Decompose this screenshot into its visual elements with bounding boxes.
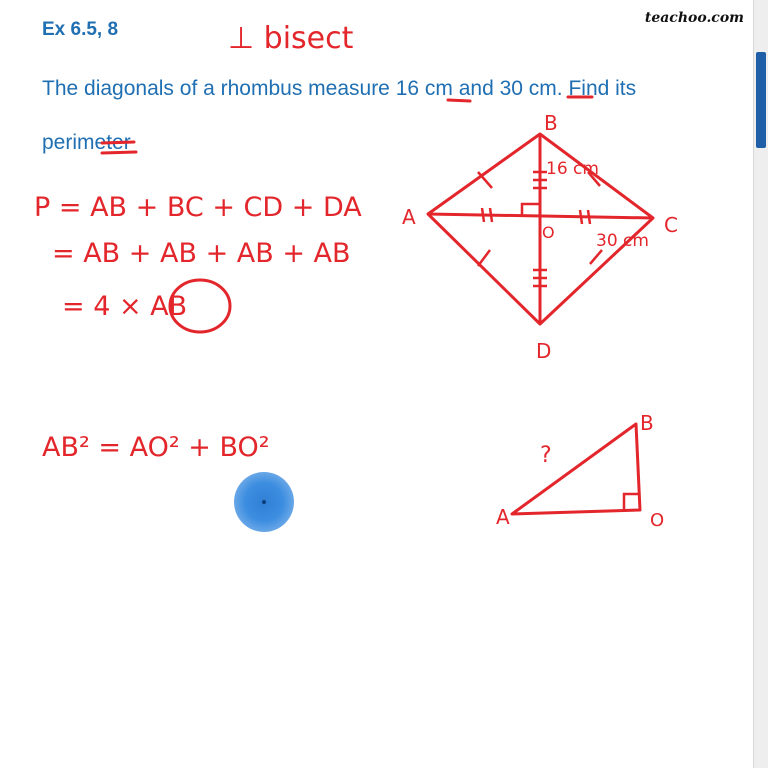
- triangle-outline: [512, 424, 640, 514]
- vertical-scrollbar[interactable]: [753, 0, 768, 768]
- perimeter-equation-1: P = AB + BC + CD + DA: [34, 192, 362, 223]
- center-o-label: O: [542, 223, 555, 242]
- triangle-right-angle: [624, 494, 640, 510]
- diagonal-ac-length: 30 cm: [596, 231, 649, 251]
- right-triangle-diagram: [496, 411, 664, 531]
- right-angle-mark: [522, 204, 540, 216]
- rhombus-diagram: [402, 111, 678, 363]
- underline-perimeter: [102, 142, 136, 153]
- perimeter-equation-2: = AB + AB + AB + AB: [52, 238, 351, 269]
- pen-cursor: [234, 472, 294, 532]
- cursor-center-dot: [262, 500, 266, 504]
- vertex-a-label: A: [402, 205, 416, 229]
- vertex-b-label: B: [544, 111, 558, 135]
- vertex-c-label: C: [664, 213, 678, 237]
- hypotenuse-question: ?: [540, 443, 552, 468]
- underline-16: [448, 100, 470, 101]
- scrollbar-thumb[interactable]: [756, 52, 766, 148]
- perimeter-equation-3: = 4 × AB: [62, 291, 188, 322]
- pythagoras-equation: AB² = AO² + BO²: [42, 432, 270, 463]
- triangle-vertex-a: A: [496, 505, 510, 529]
- diagonal-bd-length: 16 cm: [546, 159, 599, 179]
- triangle-vertex-b: B: [640, 411, 654, 435]
- bisect-note: ⊥ bisect: [228, 21, 354, 56]
- question-line-2: perimeter: [42, 131, 131, 154]
- question-line-1: The diagonals of a rhombus measure 16 cm and 30 cm. Find its: [42, 77, 637, 100]
- brand-logo: teachoo.com: [644, 10, 744, 26]
- vertex-d-label: D: [536, 339, 552, 363]
- triangle-vertex-o: O: [650, 510, 665, 531]
- exercise-title: Ex 6.5, 8: [42, 19, 119, 40]
